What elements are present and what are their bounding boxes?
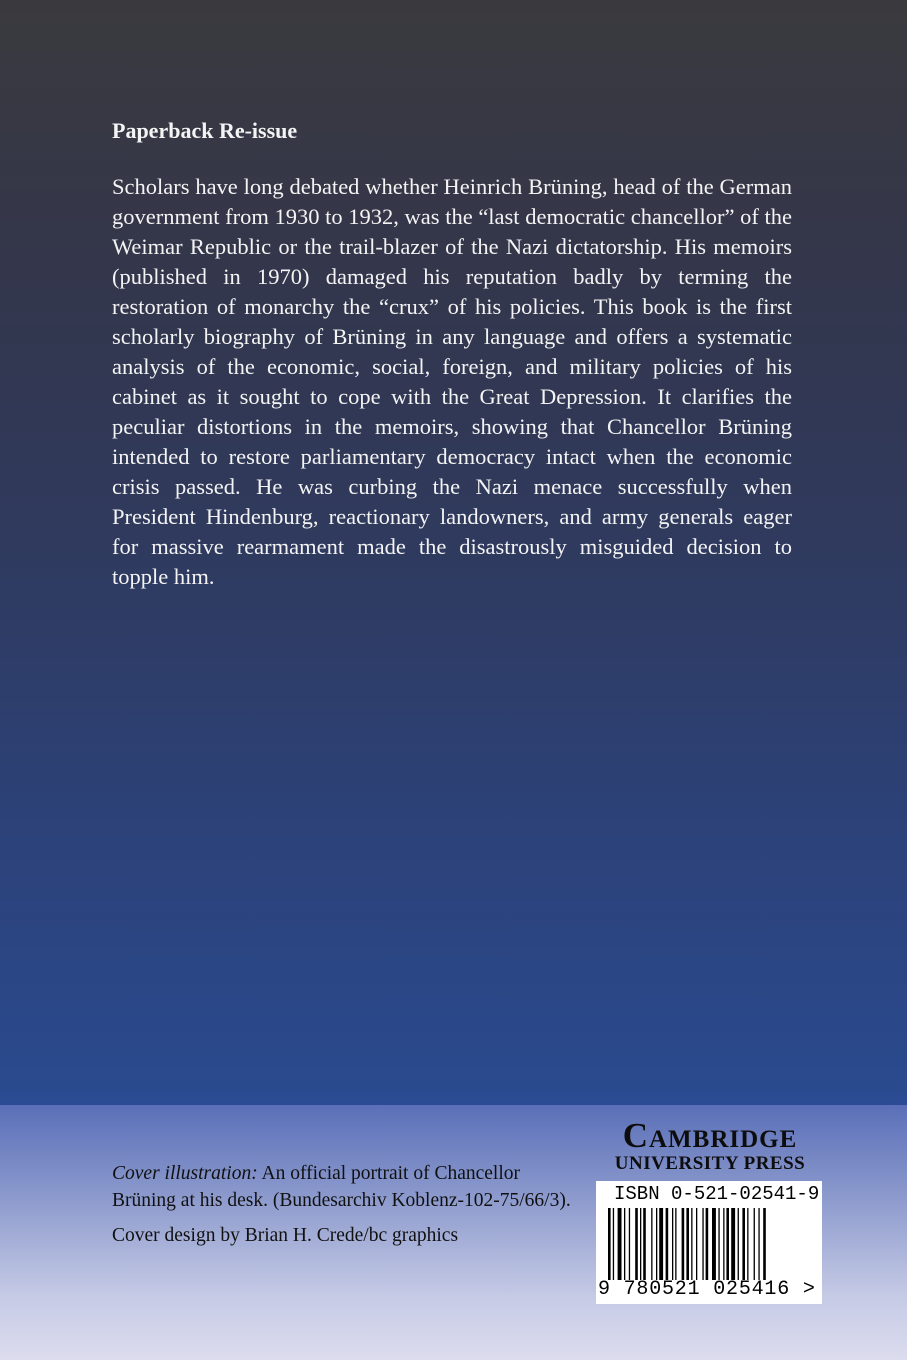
- reissue-heading: Paperback Re-issue: [112, 118, 298, 143]
- publisher-name: Cambridge: [622, 1116, 798, 1155]
- design-credit: Cover design by Brian H. Crede/bc graphics: [112, 1225, 459, 1246]
- barcode-icon: [608, 1208, 812, 1280]
- illustration-credit: [112, 1160, 582, 1214]
- cover-credits: [112, 1160, 582, 1249]
- illustration-label: Cover illustration:: [112, 1163, 258, 1184]
- barcode-box: [596, 1181, 822, 1304]
- isbn-label: ISBN 0-521-02541-9: [614, 1183, 820, 1205]
- publisher-logo: [590, 1118, 830, 1174]
- barcode-digits: 9 780521 025416 >: [598, 1278, 816, 1301]
- book-description: Scholars have long debated whether Heinrich Brüning, head of the German government from 1930 to 1932, was the “last democratic chancellor” of the Weimar Republic or the trail-blazer of the Nazi dictatorship. His memoirs (published in 1970) damaged his reputation badly by terming the restoration of monarchy the “crux” of his policies. This book is the first scholarly biography of Brüning in any language and offers a systematic analysis of the economic, social, foreign, and military policies of his cabinet as it sought to cope with the Great Depression. It clarifies the peculiar distortions in the memoirs, showing that Chancellor Brüning intended to restore parliamentary democracy intact when the economic crisis passed. He was curbing the Nazi menace successfully when President Hindenburg, reactionary landowners, and army generals eager for massive rearmament made the disastrously misguided decision to topple him.: [112, 174, 792, 589]
- publisher-subtitle: UNIVERSITY PRESS: [614, 1153, 806, 1174]
- illustration-text: An official portrait of Chancellor Brüning at his desk. (Bundesarchiv Koblenz-102-75/66/3).: [112, 1163, 571, 1211]
